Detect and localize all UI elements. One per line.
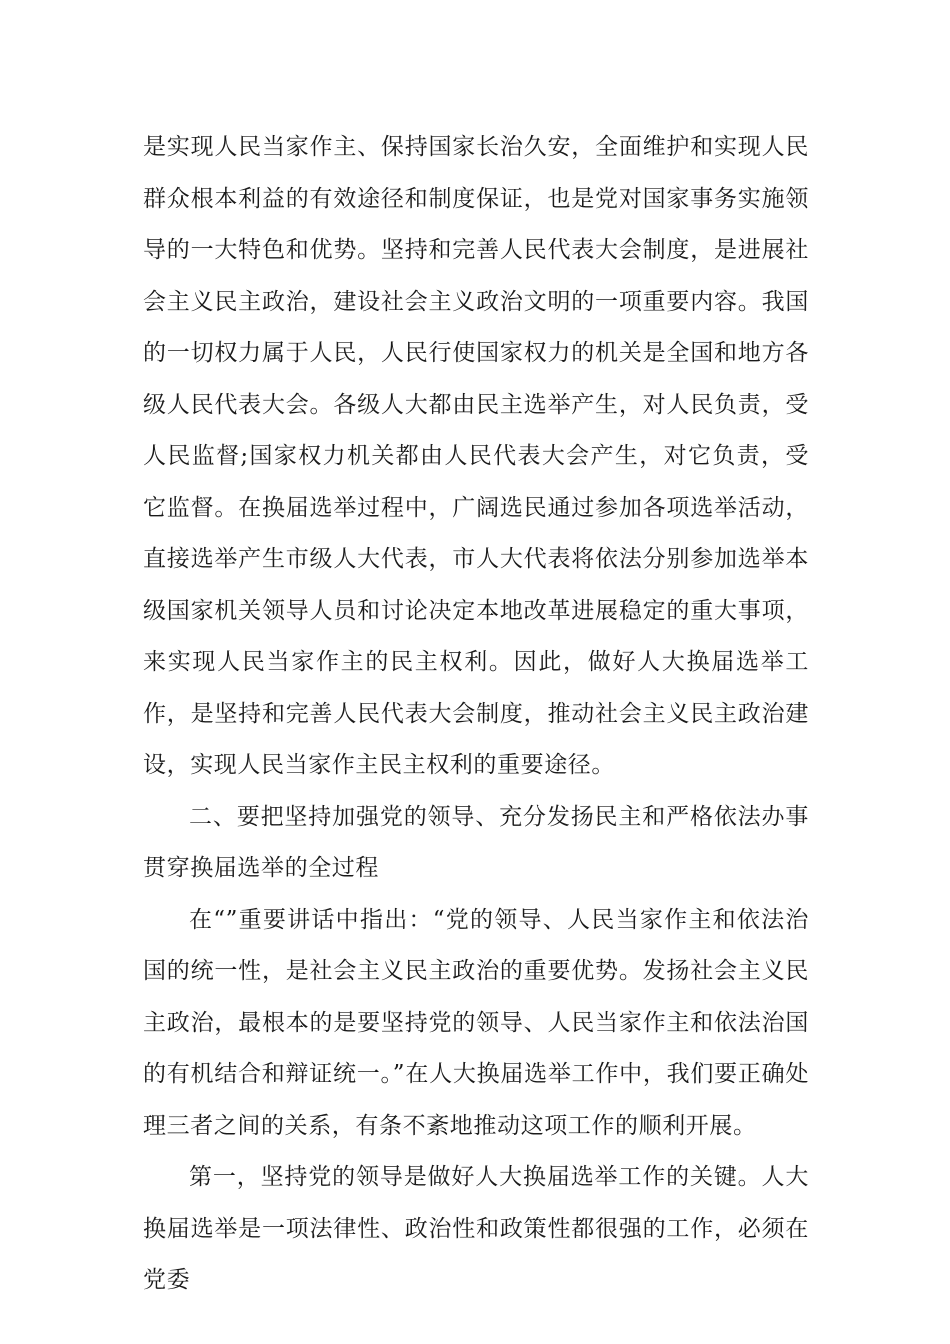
paragraph-continuation: 是实现人民当家作主、保持国家长治久安，全面维护和实现人民群众根本利益的有效途径和制度保证，也是党对国家事务实施领导的一大特色和优势。坚持和完善人民代表大会制度，是进展社会主义民主政治，建设社会主义政治文明的一项重要内容。我国的一切权力属于人民，人民行使国家权力的机关是全国和地方各级人民代表大会。各级人大都由民主选举产生，对人民负责，受人民监督;国家权力机关都由人民代表大会产生，对它负责，受它监督。在换届选举过程中，广阔选民通过参加各项选举活动，直接选举产生市级人大代表，市人大代表将依法分别参加选举本级国家机关领导人员和讨论决定本地改革进展稳定的重大事项，来实现人民当家作主的民主权利。因此，做好人大换届选举工作，是坚持和完善人民代表大会制度，推动社会主义民主政治建设，实现人民当家作主民主权利的重要途径。 <box>143 134 809 778</box>
paragraph-first-point: 第一，坚持党的领导是做好人大换届选举工作的关键。人大换届选举是一项法律性、政治性和政策性都很强的工作，必须在党委 <box>143 1164 809 1293</box>
section-heading: 二、要把坚持加强党的领导、充分发扬民主和严格依法办事贯穿换届选举的全过程 <box>143 803 809 881</box>
paragraph-quote: 在“”重要讲话中指出：“党的领导、人民当家作主和依法治国的统一性，是社会主义民主政治的重要优势。发扬社会主义民主政治，最根本的是要坚持党的领导、人民当家作主和依法治国的有机结合和辩证统一。”在人大换届选举工作中，我们要正确处理三者之间的关系，有条不紊地推动这项工作的顺利开展。 <box>143 906 809 1139</box>
document-body <box>143 122 809 1307</box>
